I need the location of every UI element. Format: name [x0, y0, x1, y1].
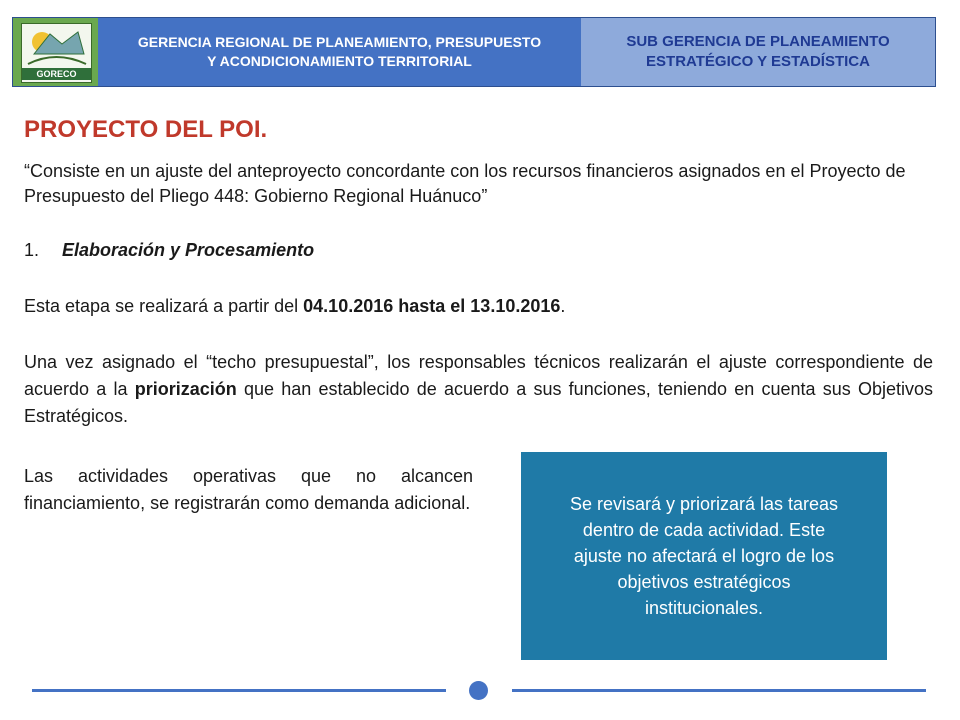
section-label: Elaboración y Procesamiento — [62, 240, 315, 260]
header-gerencia — [98, 18, 581, 86]
date-range-text — [24, 296, 565, 317]
adjustment-paragraph — [24, 349, 933, 430]
header-right-line1: SUB GERENCIA DE PLANEAMIENTO — [626, 33, 890, 50]
start-date: 04.10.2016 — [303, 296, 394, 316]
header-right-line2: ESTRATÉGICO Y ESTADÍSTICA — [646, 53, 870, 70]
header-left-line1: GERENCIA REGIONAL DE PLANEAMIENTO, PRESUPUESTO — [137, 34, 542, 50]
section-number: 1. — [24, 240, 40, 260]
paragraph-part1: Una vez asignado el “techo presupuestal”, los responsables técnicos realizarán el ajuste correspondiente de acuerdo a la — [24, 352, 933, 399]
paragraph-part2: que han establecido de acuerdo a sus funciones, teniendo en cuenta sus Objetivos Estratégicos. — [24, 379, 933, 426]
additional-demand-paragraph: Las actividades operativas que no alcancen financiamiento, se registrarán como demanda adicional. — [24, 466, 473, 513]
logo-emblem-icon — [21, 23, 92, 83]
header-sub-gerencia — [581, 18, 935, 86]
logo-text: GORECO — [22, 68, 91, 80]
footer-divider-left — [32, 689, 446, 692]
slide-header — [12, 17, 936, 87]
gorehco-logo — [13, 18, 99, 86]
callout-text: Se revisará y priorizará las tareas dentro de cada actividad. Este ajuste no afectará el logro de los objetivos estratégicos institucionales. — [569, 494, 839, 618]
page-title: PROYECTO DEL POI. — [24, 116, 268, 143]
definition-quote: “Consiste en un ajuste del anteproyecto concordante con los recursos financieros asignados en el Proyecto de Presupuesto del Pliego 448: Gobierno Regional Huánuco” — [24, 161, 906, 206]
section-heading — [24, 240, 314, 261]
dates-middle: hasta el — [393, 296, 471, 316]
end-date: 13.10.2016 — [470, 296, 561, 316]
header-left-line2: Y ACONDICIONAMIENTO TERRITORIAL — [207, 53, 472, 69]
map-emblem-icon — [22, 24, 91, 68]
paragraph-bold: priorización — [134, 379, 237, 399]
dates-suffix: . — [560, 296, 566, 316]
footer-divider-right — [512, 689, 926, 692]
dates-prefix: Esta etapa se realizará a partir del — [24, 296, 304, 316]
footer-dot-icon — [469, 681, 488, 700]
callout-box — [521, 452, 887, 660]
